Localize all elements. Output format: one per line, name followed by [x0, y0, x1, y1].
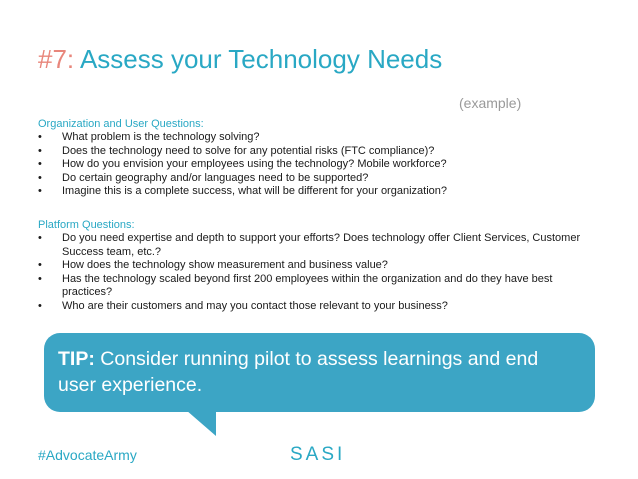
list-item [38, 131, 603, 145]
bullet-icon: • [38, 171, 42, 184]
slide-title-text: Assess your Technology Needs [74, 44, 443, 74]
org-questions-list [38, 131, 603, 199]
list-item-text: What problem is the technology solving? [62, 131, 260, 143]
list-item-text: How do you envision your employees using the technology? Mobile workforce? [62, 158, 447, 170]
list-item [38, 300, 603, 314]
platform-questions-list [38, 232, 603, 313]
tip-text [58, 346, 578, 398]
bullet-icon: • [38, 131, 42, 143]
bullet-icon: • [38, 299, 42, 312]
list-item [38, 145, 603, 159]
list-item [38, 259, 603, 273]
org-questions-section [38, 117, 603, 199]
bullet-icon: • [38, 232, 42, 244]
list-item-text: How does the technology show measurement and business value? [62, 259, 388, 271]
slide-title [38, 44, 442, 75]
tip-callout-pointer [186, 410, 216, 436]
list-item [38, 273, 603, 300]
brand-logo: SASI [290, 444, 346, 465]
bullet-icon: • [38, 158, 42, 170]
hashtag: #AdvocateArmy [38, 447, 137, 463]
bullet-icon: • [38, 272, 42, 285]
platform-questions-section [38, 218, 603, 313]
bullet-icon: • [38, 144, 42, 157]
slide-number: #7: [38, 44, 75, 74]
list-item [38, 232, 603, 259]
bullet-icon: • [38, 185, 42, 197]
example-label: (example) [459, 95, 522, 111]
list-item-text: Who are their customers and may you contact those relevant to your business? [62, 299, 448, 312]
tip-label: TIP: [58, 348, 95, 370]
platform-questions-heading: Platform Questions: [38, 219, 135, 231]
list-item-text: Do certain geography and/or languages need to be supported? [62, 171, 369, 184]
list-item [38, 185, 603, 199]
bullet-icon: • [38, 259, 42, 271]
tip-message: Consider running pilot to assess learnings and end user experience. [58, 348, 539, 396]
list-item-text: Do you need expertise and depth to support your efforts? Does technology offer Client Services, Customer Success team, etc.? [62, 232, 581, 258]
list-item-text: Imagine this is a complete success, what will be different for your organization? [62, 185, 447, 197]
list-item [38, 172, 603, 186]
org-questions-heading: Organization and User Questions: [38, 118, 204, 130]
list-item [38, 158, 603, 172]
list-item-text: Does the technology need to solve for any potential risks (FTC compliance)? [62, 144, 435, 157]
list-item-text: Has the technology scaled beyond first 200 employees within the organization and do they have best practices? [62, 272, 553, 298]
